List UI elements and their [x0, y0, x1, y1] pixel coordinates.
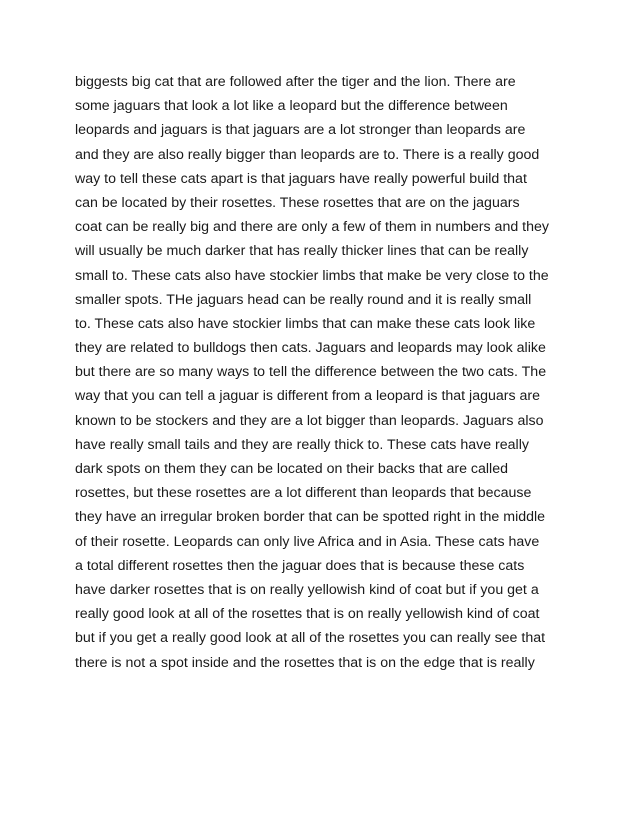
text-line: of their rosette. Leopards can only live Africa and in Asia. These cats have: [75, 533, 540, 550]
text-line: to. These cats also have stockier limbs that can make these cats look like: [75, 315, 536, 332]
text-line: and they are also really bigger than leopards are to. There is a really good: [75, 146, 540, 163]
text-line: a total different rosettes then the jaguar does that is because these cats: [75, 557, 525, 574]
text-line: way that you can tell a jaguar is different from a leopard is that jaguars are: [75, 388, 541, 405]
text-line: coat can be really big and there are only a few of them in numbers and they: [75, 219, 549, 236]
text-line: dark spots on them they can be located on their backs that are called: [75, 461, 508, 477]
text-line: rosettes, but these rosettes are a lot different than leopards that because: [75, 485, 532, 502]
text-line: can be located by their rosettes. These rosettes that are on the jaguars: [75, 194, 520, 211]
text-line: have darker rosettes that is on really yellowish kind of coat but if you get a: [75, 581, 539, 598]
body-text: [75, 70, 575, 675]
text-line: they are related to bulldogs then cats. Jaguars and leopards may look alike: [75, 340, 546, 357]
text-line: way to tell these cats apart is that jaguars have really powerful build that: [75, 170, 527, 187]
text-line: really good look at all of the rosettes that is on really yellowish kind of coat: [75, 606, 540, 623]
text-line: they have an irregular broken border that can be spotted right in the middle: [75, 509, 546, 526]
text-line: leopards and jaguars is that jaguars are a lot stronger than leopards are: [75, 122, 526, 139]
text-line: known to be stockers and they are a lot bigger than leopards. Jaguars also: [75, 412, 544, 429]
text-line: biggests big cat that are followed after the tiger and the lion. There are: [75, 74, 516, 90]
text-line: have really small tails and they are really thick to. These cats have really: [75, 436, 529, 453]
text-line: there is not a spot inside and the rosettes that is on the edge that is really: [75, 654, 535, 671]
text-line: but if you get a really good look at all of the rosettes you can really see that: [75, 630, 546, 647]
text-line: will usually be much darker that has really thicker lines that can be really: [75, 243, 529, 260]
text-line: small to. These cats also have stockier limbs that make be very close to the: [75, 267, 549, 284]
text-line: but there are so many ways to tell the difference between the two cats. The: [75, 364, 547, 381]
text-line: smaller spots. THe jaguars head can be really round and it is really small: [75, 291, 532, 308]
text-line: some jaguars that look a lot like a leopard but the difference between: [75, 98, 508, 115]
